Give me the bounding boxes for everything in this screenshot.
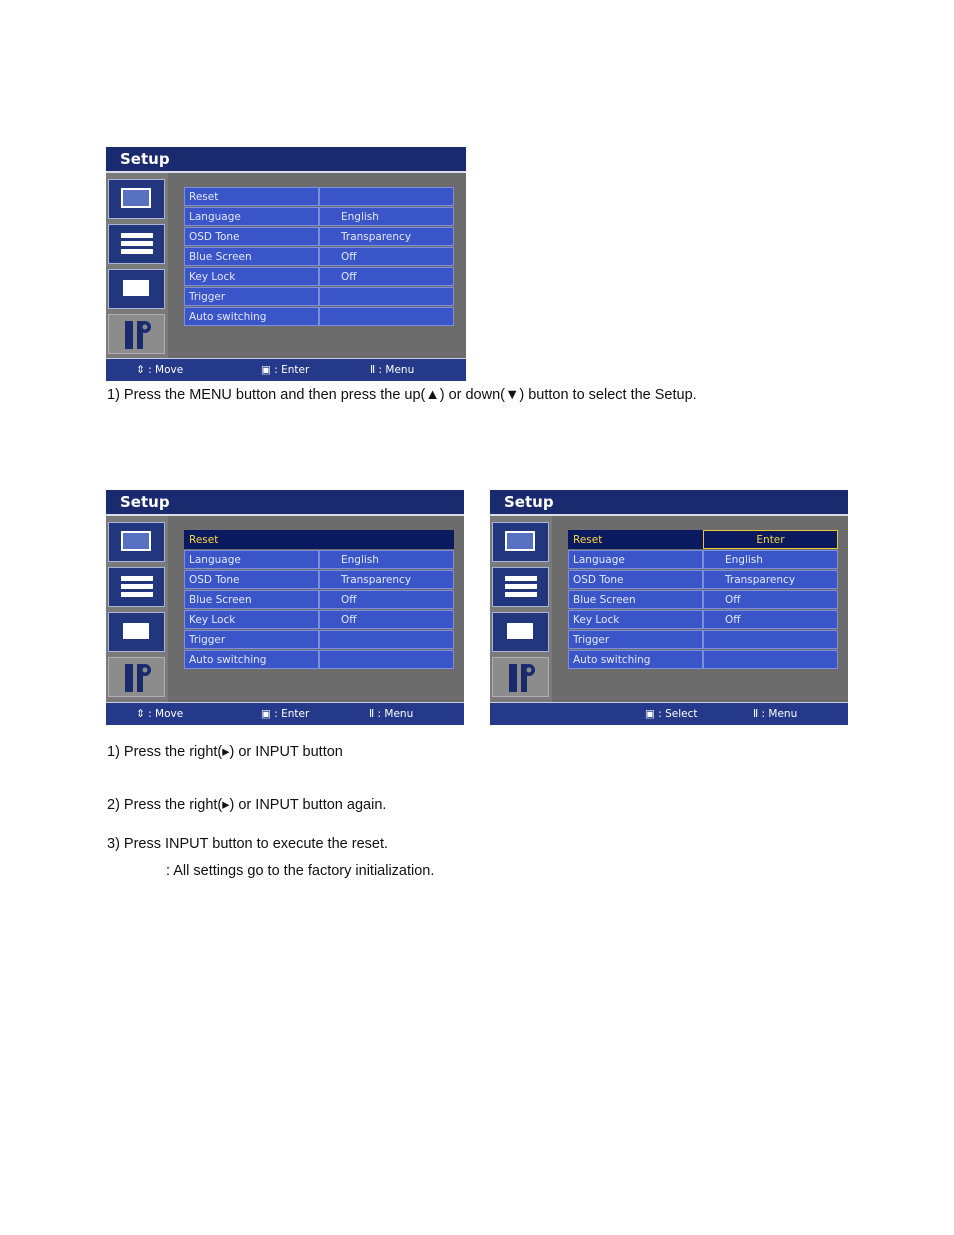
menu-bars-icon: Ⅱ bbox=[369, 708, 375, 720]
instruction-step1-select: 1) Press the MENU button and then press the up(▲) or down(▼) button to select the Setup. bbox=[107, 387, 697, 403]
osd-setup-menu-3 bbox=[490, 490, 848, 725]
screen-icon[interactable] bbox=[108, 612, 165, 652]
up-down-arrow-icon: ⇕ bbox=[136, 364, 145, 376]
osd-setup-panel bbox=[568, 530, 838, 670]
menu-row-trigger[interactable]: Trigger bbox=[568, 630, 838, 649]
osd-sidebar bbox=[106, 516, 168, 703]
menu-row-osd-tone[interactable]: OSD Tone Transparency bbox=[568, 570, 838, 589]
osd-title: Setup bbox=[106, 490, 464, 516]
menu-row-auto-switching[interactable]: Auto switching bbox=[568, 650, 838, 669]
menu-row-key-lock[interactable]: Key Lock Off bbox=[568, 610, 838, 629]
menu-bars-icon: Ⅱ bbox=[370, 364, 376, 376]
osd-footer: ⇕ : Move ▣ : Enter Ⅱ : Menu bbox=[106, 702, 464, 725]
up-down-arrow-icon: ⇕ bbox=[136, 708, 145, 720]
osd-setup-panel bbox=[184, 187, 454, 327]
menu-row-language[interactable]: Language English bbox=[184, 207, 454, 226]
osd-sidebar bbox=[106, 173, 168, 359]
audio-list-icon[interactable] bbox=[108, 224, 165, 264]
menu-row-auto-switching[interactable]: Auto switching bbox=[184, 650, 454, 669]
audio-list-icon[interactable] bbox=[492, 567, 549, 607]
picture-icon[interactable] bbox=[108, 522, 165, 562]
setup-tools-icon[interactable] bbox=[108, 314, 165, 354]
menu-row-osd-tone[interactable]: OSD Tone Transparency bbox=[184, 570, 454, 589]
menu-row-blue-screen[interactable]: Blue Screen Off bbox=[568, 590, 838, 609]
picture-icon[interactable] bbox=[492, 522, 549, 562]
osd-setup-panel bbox=[184, 530, 454, 670]
screen-icon[interactable] bbox=[492, 612, 549, 652]
menu-row-reset-selected[interactable]: Reset Enter bbox=[568, 530, 838, 549]
picture-icon[interactable] bbox=[108, 179, 165, 219]
osd-sidebar bbox=[490, 516, 552, 703]
reset-enter-button[interactable]: Enter bbox=[703, 530, 838, 549]
menu-row-blue-screen[interactable]: Blue Screen Off bbox=[184, 247, 454, 266]
menu-row-blue-screen[interactable]: Blue Screen Off bbox=[184, 590, 454, 609]
instruction-step1-right: 1) Press the right(▸) or INPUT button bbox=[107, 744, 343, 760]
osd-footer: ▣ : Select Ⅱ : Menu bbox=[490, 702, 848, 725]
osd-setup-menu-1 bbox=[106, 147, 466, 381]
instruction-step3-execute: 3) Press INPUT button to execute the reset. bbox=[107, 836, 389, 852]
osd-title: Setup bbox=[106, 147, 466, 173]
setup-tools-icon[interactable] bbox=[108, 657, 165, 697]
setup-tools-icon[interactable] bbox=[492, 657, 549, 697]
instruction-note: : All settings go to the factory initialization. bbox=[166, 863, 435, 879]
menu-row-auto-switching[interactable]: Auto switching bbox=[184, 307, 454, 326]
menu-row-key-lock[interactable]: Key Lock Off bbox=[184, 610, 454, 629]
osd-title: Setup bbox=[490, 490, 848, 516]
menu-row-trigger[interactable]: Trigger bbox=[184, 287, 454, 306]
menu-bars-icon: Ⅱ bbox=[753, 708, 759, 720]
screen-icon[interactable] bbox=[108, 269, 165, 309]
menu-row-reset-selected[interactable]: Reset bbox=[184, 530, 454, 549]
square-button-icon: ▣ bbox=[645, 708, 655, 720]
menu-row-osd-tone[interactable]: OSD Tone Transparency bbox=[184, 227, 454, 246]
osd-setup-menu-2 bbox=[106, 490, 464, 725]
square-button-icon: ▣ bbox=[261, 708, 271, 720]
instruction-step2-again: 2) Press the right(▸) or INPUT button again. bbox=[107, 797, 387, 813]
audio-list-icon[interactable] bbox=[108, 567, 165, 607]
menu-row-key-lock[interactable]: Key Lock Off bbox=[184, 267, 454, 286]
osd-footer: ⇕ : Move ▣ : Enter Ⅱ : Menu bbox=[106, 358, 466, 381]
menu-row-language[interactable]: Language English bbox=[184, 550, 454, 569]
menu-row-reset[interactable]: Reset bbox=[184, 187, 454, 206]
square-button-icon: ▣ bbox=[261, 364, 271, 376]
menu-row-trigger[interactable]: Trigger bbox=[184, 630, 454, 649]
menu-row-language[interactable]: Language English bbox=[568, 550, 838, 569]
